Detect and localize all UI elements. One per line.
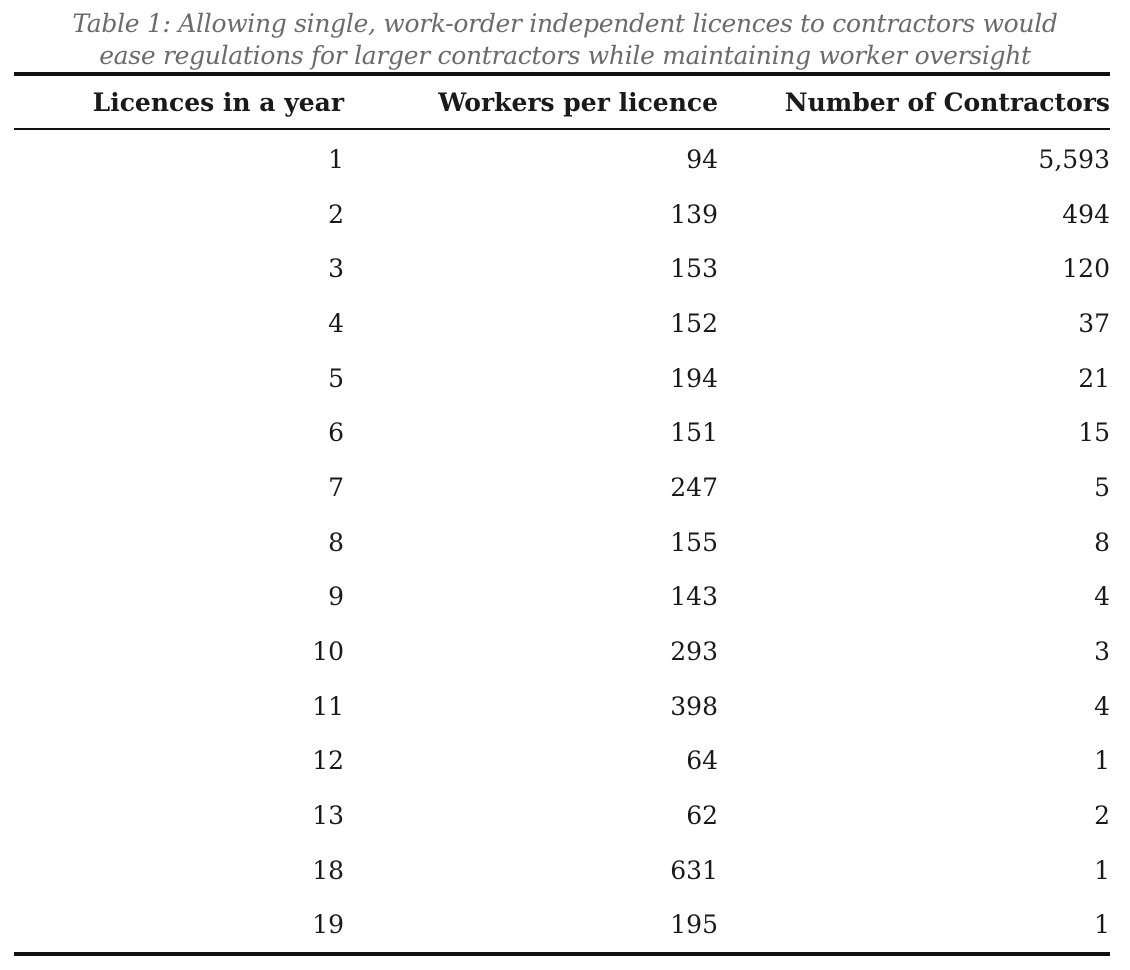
table-caption bbox=[0, 8, 1130, 72]
cell-licences-in-a-year: 4 bbox=[328, 308, 344, 338]
cell-workers-per-licence: 64 bbox=[686, 746, 718, 776]
cell-licences-in-a-year: 3 bbox=[328, 254, 344, 284]
cell-number-of-contractors: 15 bbox=[1078, 418, 1110, 448]
cell-number-of-contractors: 1 bbox=[1094, 855, 1110, 885]
cell-workers-per-licence: 62 bbox=[686, 801, 718, 831]
cell-number-of-contractors: 5 bbox=[1094, 472, 1110, 502]
table-row bbox=[14, 129, 1110, 187]
cell-licences-in-a-year: 18 bbox=[312, 855, 344, 885]
table-container bbox=[14, 72, 1110, 956]
cell-licences-in-a-year: 19 bbox=[312, 910, 344, 940]
cell-licences-in-a-year: 9 bbox=[328, 582, 344, 612]
cell-licences-in-a-year: 10 bbox=[312, 637, 344, 667]
cell-workers-per-licence: 151 bbox=[670, 418, 718, 448]
cell-licences-in-a-year: 11 bbox=[312, 691, 344, 721]
cell-number-of-contractors: 2 bbox=[1094, 801, 1110, 831]
data-table bbox=[14, 72, 1110, 956]
cell-workers-per-licence: 247 bbox=[670, 472, 718, 502]
cell-number-of-contractors: 8 bbox=[1094, 527, 1110, 557]
cell-workers-per-licence: 143 bbox=[670, 582, 718, 612]
table-row bbox=[14, 679, 1110, 734]
table-row bbox=[14, 351, 1110, 406]
table-row bbox=[14, 460, 1110, 515]
header-workers-per-licence: Workers per licence bbox=[438, 87, 718, 117]
header-licences-in-a-year: Licences in a year bbox=[92, 87, 344, 117]
cell-licences-in-a-year: 12 bbox=[312, 746, 344, 776]
table-row bbox=[14, 898, 1110, 955]
caption-line-1: Table 1: Allowing single, work-order independent licences to contractors would bbox=[72, 9, 1058, 38]
header-number-of-contractors: Number of Contractors bbox=[784, 87, 1110, 117]
cell-number-of-contractors: 3 bbox=[1094, 637, 1110, 667]
table-row bbox=[14, 296, 1110, 351]
caption-line-2: ease regulations for larger contractors while maintaining worker oversight bbox=[99, 41, 1031, 70]
cell-licences-in-a-year: 5 bbox=[328, 363, 344, 393]
header-row bbox=[14, 74, 1110, 129]
cell-number-of-contractors: 5,593 bbox=[1038, 144, 1110, 174]
cell-workers-per-licence: 195 bbox=[670, 910, 718, 940]
cell-licences-in-a-year: 1 bbox=[328, 144, 344, 174]
cell-number-of-contractors: 4 bbox=[1094, 582, 1110, 612]
cell-number-of-contractors: 494 bbox=[1062, 199, 1110, 229]
cell-number-of-contractors: 1 bbox=[1094, 746, 1110, 776]
table-row bbox=[14, 788, 1110, 843]
cell-workers-per-licence: 152 bbox=[670, 308, 718, 338]
cell-workers-per-licence: 94 bbox=[686, 144, 718, 174]
cell-licences-in-a-year: 7 bbox=[328, 472, 344, 502]
table-row bbox=[14, 515, 1110, 570]
table-row bbox=[14, 405, 1110, 460]
cell-licences-in-a-year: 6 bbox=[328, 418, 344, 448]
cell-workers-per-licence: 631 bbox=[670, 855, 718, 885]
cell-workers-per-licence: 155 bbox=[670, 527, 718, 557]
cell-number-of-contractors: 37 bbox=[1078, 308, 1110, 338]
cell-number-of-contractors: 120 bbox=[1062, 254, 1110, 284]
cell-workers-per-licence: 194 bbox=[670, 363, 718, 393]
table-body bbox=[14, 129, 1110, 954]
table-row bbox=[14, 734, 1110, 789]
table-row bbox=[14, 187, 1110, 242]
cell-licences-in-a-year: 13 bbox=[312, 801, 344, 831]
cell-number-of-contractors: 1 bbox=[1094, 910, 1110, 940]
cell-number-of-contractors: 4 bbox=[1094, 691, 1110, 721]
cell-workers-per-licence: 293 bbox=[670, 637, 718, 667]
cell-number-of-contractors: 21 bbox=[1078, 363, 1110, 393]
table-row bbox=[14, 570, 1110, 625]
table-row bbox=[14, 624, 1110, 679]
cell-licences-in-a-year: 2 bbox=[328, 199, 344, 229]
cell-workers-per-licence: 153 bbox=[670, 254, 718, 284]
table-row bbox=[14, 241, 1110, 296]
cell-workers-per-licence: 139 bbox=[670, 199, 718, 229]
table-row bbox=[14, 843, 1110, 898]
cell-workers-per-licence: 398 bbox=[670, 691, 718, 721]
cell-licences-in-a-year: 8 bbox=[328, 527, 344, 557]
